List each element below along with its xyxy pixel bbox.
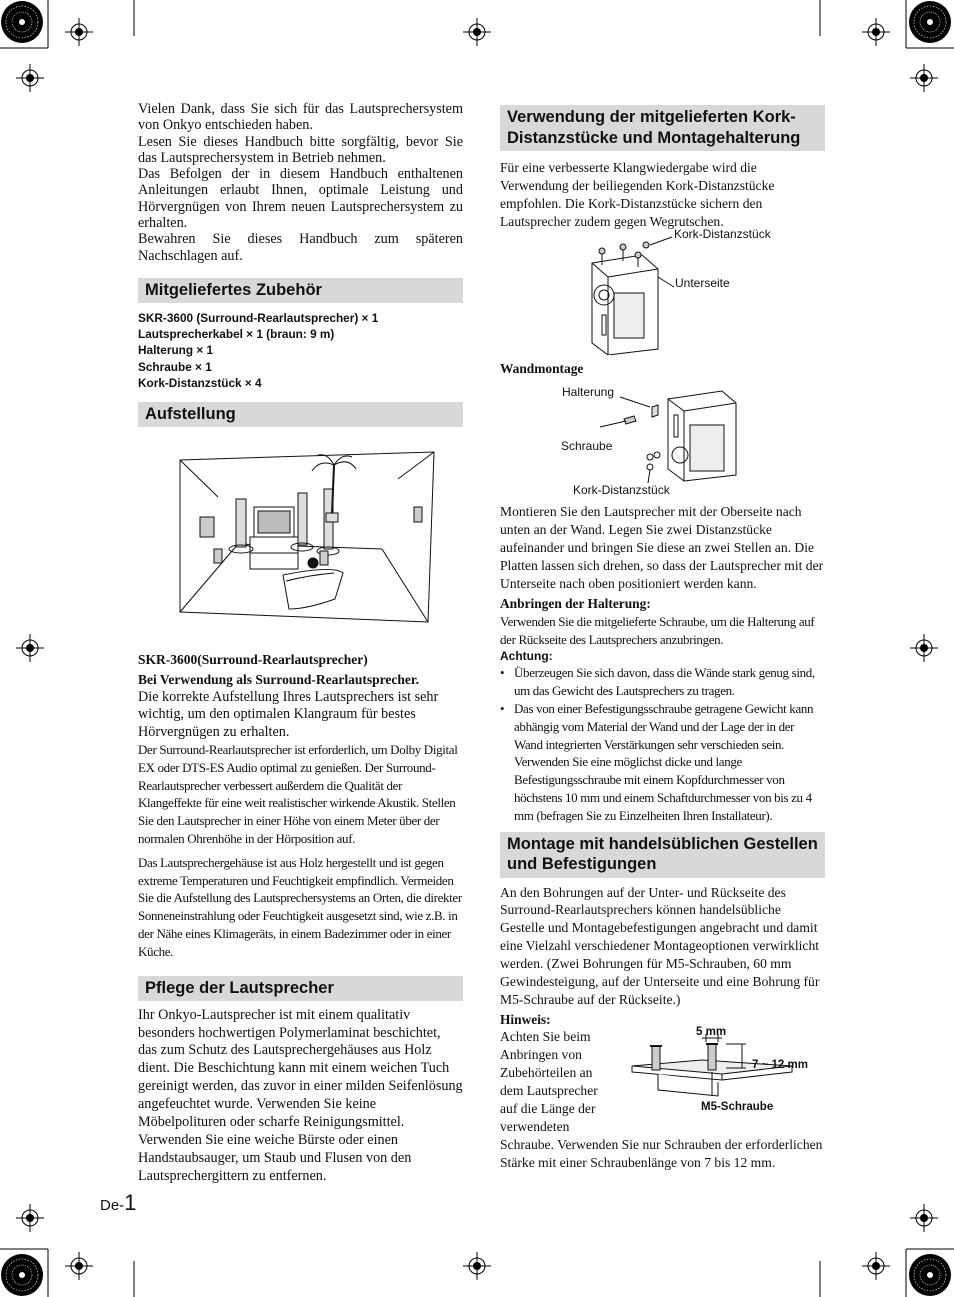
dimension-5mm-label: 5 mm — [696, 1026, 727, 1039]
room-illustration — [138, 427, 463, 647]
accessories-list — [138, 310, 463, 392]
care-text: Ihr Onkyo-Lautsprecher ist mit einem qualitativ besonders hochwertigen Polymerlaminat beschichtet, das zum Schutz des Lautsprechergehäuses aus Holz dient. Die Beschichtung kann mit einem weichen Tuch gereinigt werden, das zuvor in einer milden Seifenlösung angefeuchtet wurde. Verwenden Sie keine Möbelpolituren oder scharfe Reinigungsmittel. Verwenden Sie eine weiche Bürste oder einen Handstaubsauger, um Staub und Flusen von den Lautsprechergittern zu entfernen. — [138, 1006, 463, 1184]
accessories-heading: Mitgeliefertes Zubehör — [138, 278, 463, 303]
placement-caption: SKR-3600(Surround-Rearlautsprecher) — [138, 652, 368, 667]
wall-mount-text: Montieren Sie den Lautsprecher mit der Oberseite nach unten an der Wand. Legen Sie zwei Distanzstücke aufeinander und bringen Sie diese an zwei Stellen an. Die Platten lassen sich drehen, so dass der Lautsprecher mit der Unterseite nach oben positioniert werden kann. — [500, 503, 824, 591]
note-line: verwendeten — [500, 1118, 570, 1134]
mounting-text: An den Bohrungen auf der Unter- und Rückseite des Surround-Rearlautsprechers können handelsübliche Gestelle und Montagebefestigungen angebracht und damit eine Vielzahl verschiedener Montageoptionen verwirklicht werden. (Zwei Bohrungen für M5-Schrauben, 60 mm Gewindesteigung, auf der Unterseite und eine Bohrung für M5-Schraube auf der Rückseite.) — [500, 884, 820, 1007]
wall-screw-label: Schraube — [561, 438, 613, 453]
accessory-item: Schraube × 1 — [138, 359, 212, 374]
wall-mount-figure — [500, 377, 825, 495]
accessory-item: SKR-3600 (Surround-Rearlautsprecher) × 1 — [138, 311, 379, 325]
note-heading: Hinweis: — [500, 1011, 551, 1027]
left-column — [138, 101, 463, 1186]
note-line: Achten Sie beim — [500, 1029, 591, 1045]
accessory-item: Halterung × 1 — [138, 343, 214, 358]
caution-list — [500, 664, 825, 824]
bracket-text: Verwenden Sie die mitgelieferte Schraube, um die Halterung auf der Rückseite des Lautsprechers anzubringen. — [500, 613, 815, 647]
note-line: auf die Länge der — [500, 1100, 596, 1116]
note-line: Zubehörteilen an — [500, 1064, 593, 1080]
wall-mount-heading: Wandmontage — [500, 360, 584, 376]
cork-figure — [500, 226, 825, 355]
intro-paragraph: Lesen Sie dieses Handbuch bitte sorgfältig, bevor Sie das Lautsprechersystem in Betrieb nehmen. — [138, 133, 463, 166]
note-lines — [500, 1028, 620, 1135]
intro-text — [138, 101, 463, 278]
note-block — [500, 1028, 825, 1136]
wall-bracket-label: Halterung — [562, 384, 615, 399]
note-rest: Schraube. Verwenden Sie nur Schrauben der erforderlichen Stärke mit einer Schraubenlänge von 7 bis 12 mm. — [500, 1137, 823, 1171]
placement-paragraph-2: Der Surround-Rearlautsprecher ist erforderlich, um Dolby Digital EX oder DTS-ES Audio optimal zu genießen. Der Surround-Rearlautsprecher verbessert außerdem die Qualität der Klangeffekte für eine weit realistischer wirkende Akustik. Stellen Sie den Lautsprecher in einer Höhe von einem Meter über der normalen Ohrenhöhe in der Hörposition auf. — [138, 742, 458, 847]
bottom-side-label: Unterseite — [675, 275, 730, 290]
caution-item: • Überzeugen Sie sich davon, dass die Wände stark genug sind, um das Gewicht des Lautsprechers zu tragen. — [500, 664, 825, 700]
note-line: Anbringen von — [500, 1047, 582, 1063]
cork-heading: Verwendung der mitgelieferten Kork-Distanzstücke und Montagehalterung — [500, 105, 825, 151]
wall-cork-label: Kork-Distanzstück — [573, 482, 670, 497]
bracket-heading: Anbringen der Halterung: — [500, 596, 651, 612]
intro-paragraph: Vielen Dank, dass Sie sich für das Lautsprechersystem von Onkyo entschieden haben. — [138, 101, 463, 134]
cork-text: Für eine verbesserte Klangwiedergabe wird die Verwendung der beiliegenden Kork-Distanzstücke empfohlen. Die Kork-Distanzstücke sichern den Lautsprecher zudem gegen Wegrutschen. — [500, 160, 775, 229]
right-column — [500, 105, 825, 1172]
page-number — [100, 1190, 136, 1216]
m5-screw-label: M5-Schraube — [701, 1101, 774, 1114]
page-number-prefix: De- — [100, 1197, 125, 1214]
placement-paragraph-1: Die korrekte Aufstellung Ihres Lautsprechers ist sehr wichtig, um den optimalen Klangraum für bestes Hörvergnügen zu erhalten. — [138, 688, 439, 740]
intro-paragraph: Das Befolgen der in diesem Handbuch enthaltenen Anleitungen erlaubt Ihnen, optimale Leistung und Hörvergnügen von Ihrem neuen Lautsprechersystem zu erhalten. — [138, 166, 463, 232]
placement-heading: Aufstellung — [138, 402, 463, 427]
note-line: dem Lautsprecher — [500, 1082, 598, 1098]
cork-spacer-label: Kork-Distanzstück — [674, 226, 771, 241]
page-number-value: 1 — [124, 1190, 137, 1215]
caution-item: • Das von einer Befestigungsschraube getragene Gewicht kann abhängig vom Material der Wand und der Lage der in der Wand integrierten Verstärkungen sehr verschieden sein. Verwenden Sie eine möglichst dicke und lange Befestigungsschraube mit einem Kopfdurchmesser von höchstens 10 mm und einem Schaftdurchmesser von bis zu 4 mm (befragen Sie zu Einzelheiten Ihren Installateur). — [500, 700, 825, 825]
accessory-item: Lautsprecherkabel × 1 (braun: 9 m) — [138, 327, 335, 342]
accessory-item: Kork-Distanzstück × 4 — [138, 375, 262, 390]
intro-paragraph: Bewahren Sie dieses Handbuch zum späteren Nachschlagen auf. — [138, 231, 463, 264]
placement-subheading: Bei Verwendung als Surround-Rearlautsprecher. — [138, 672, 420, 688]
caution-heading: Achtung: — [500, 649, 553, 664]
dimension-length-label: 7 ~ 12 mm — [752, 1059, 808, 1072]
care-heading: Pflege der Lautsprecher — [138, 976, 463, 1001]
placement-paragraph-3: Das Lautsprechergehäuse ist aus Holz hergestellt und ist gegen extreme Temperaturen und Feuchtigkeit empfindlich. Vermeiden Sie die Aufstellung des Lautsprechersystems an Orten, die direkter Sonneneinstrahlung oder Feuchtigkeit ausgesetzt sind, wie z.B. in der Nähe eines Klimageräts, in einem Badezimmer oder in einer Küche. — [138, 854, 462, 959]
mounting-heading: Montage mit handelsüblichen Gestellen und Befestigungen — [500, 832, 825, 878]
